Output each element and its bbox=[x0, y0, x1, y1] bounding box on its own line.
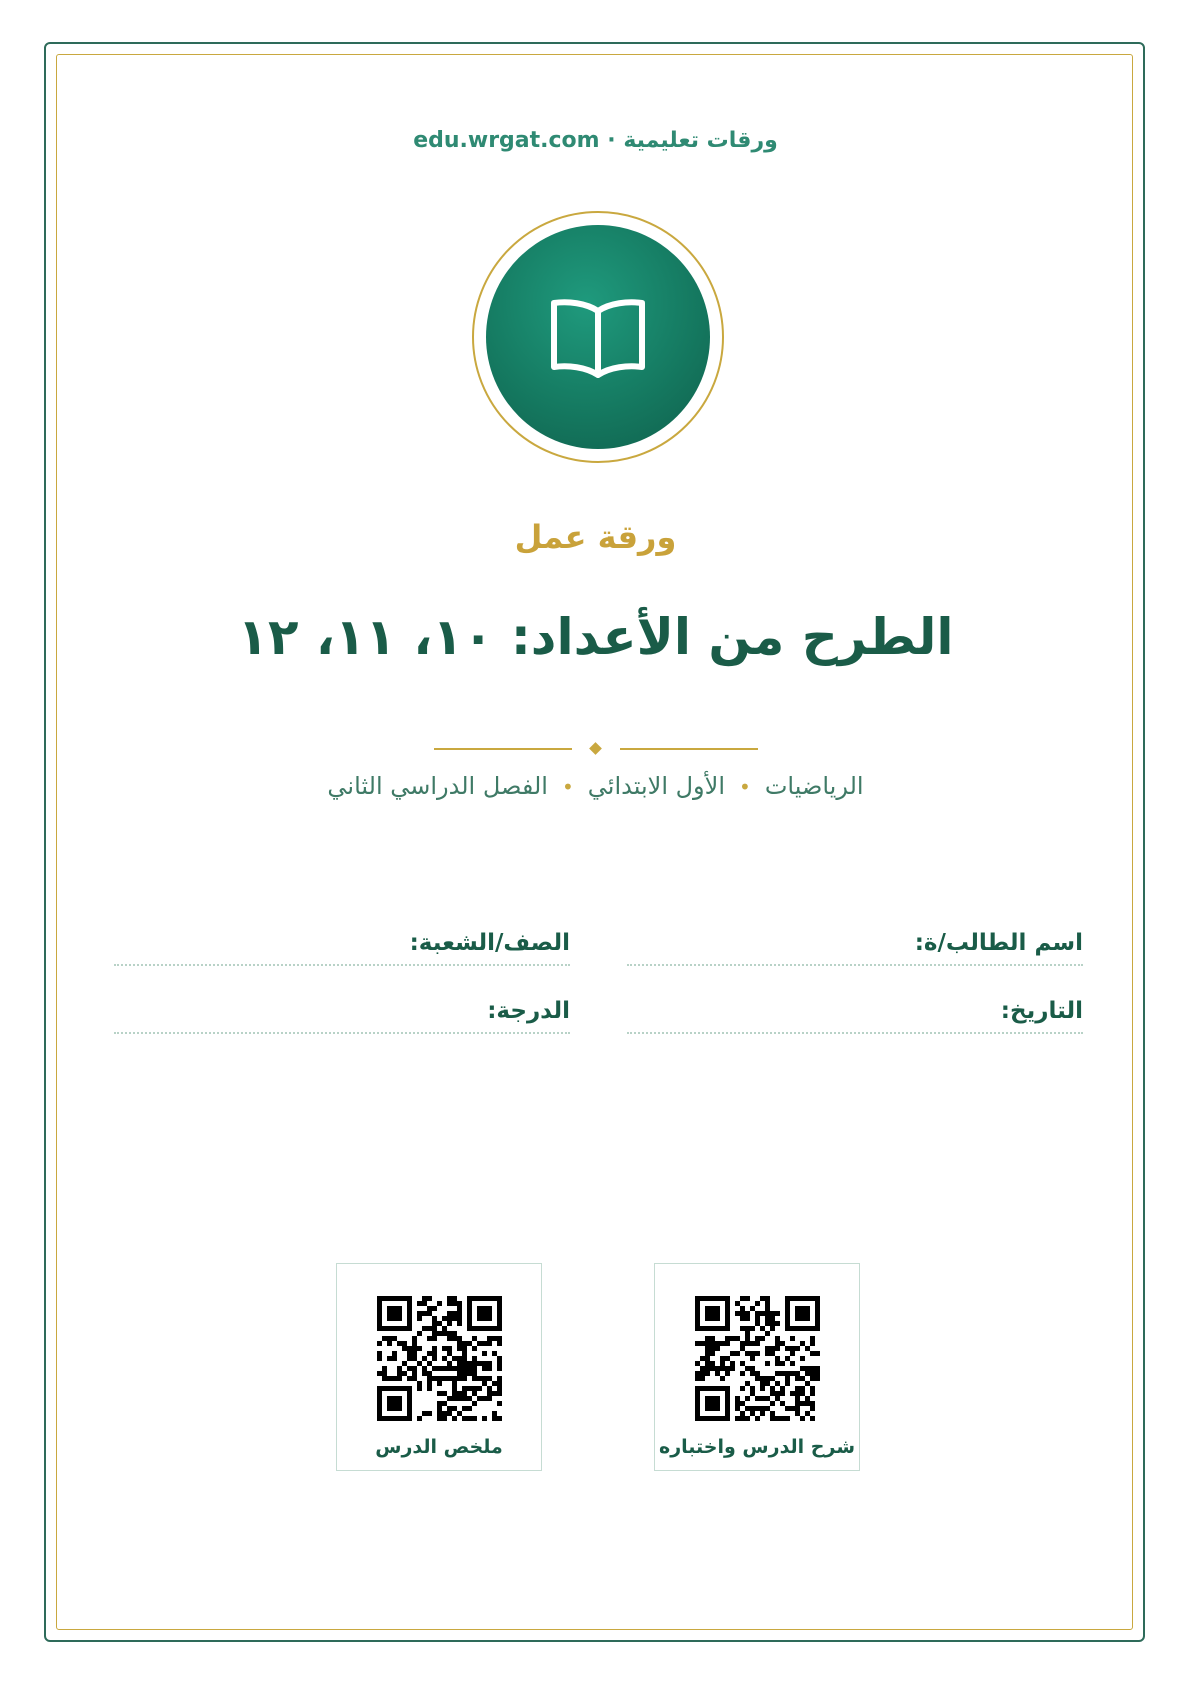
student-name-label: اسم الطالب/ة: bbox=[914, 930, 1083, 956]
meta-separator: • bbox=[739, 775, 751, 799]
qr-code-icon[interactable] bbox=[377, 1296, 503, 1422]
meta-separator: • bbox=[561, 775, 574, 799]
meta-subject: الرياضيات bbox=[764, 772, 864, 800]
date-label: التاريخ: bbox=[1000, 998, 1083, 1024]
site-header bbox=[0, 128, 1191, 153]
class-section-label: الصف/الشعبة: bbox=[409, 930, 570, 956]
title-divider bbox=[434, 740, 758, 758]
date-field[interactable] bbox=[627, 998, 1083, 1034]
site-separator: · bbox=[607, 128, 616, 153]
student-name-field[interactable] bbox=[627, 930, 1083, 966]
score-field[interactable] bbox=[114, 998, 570, 1034]
qr-card-lesson-summary[interactable] bbox=[336, 1263, 542, 1471]
qr-caption: شرح الدرس واختباره bbox=[658, 1436, 856, 1458]
course-meta bbox=[0, 772, 1191, 800]
divider-line-left bbox=[434, 748, 572, 750]
page-title: الطرح من الأعداد: ١٠، ١١، ١٢ bbox=[237, 608, 954, 666]
site-name: ورقات تعليمية bbox=[623, 128, 778, 153]
meta-term: الفصل الدراسي الثاني bbox=[327, 772, 548, 800]
class-section-field[interactable] bbox=[114, 930, 570, 966]
meta-grade: الأول الابتدائي bbox=[587, 772, 726, 800]
document-type: ورقة عمل bbox=[514, 518, 677, 556]
qr-code-icon[interactable] bbox=[695, 1296, 821, 1422]
qr-caption: ملخص الدرس bbox=[375, 1436, 503, 1458]
divider-diamond bbox=[589, 742, 602, 755]
divider-line-right bbox=[620, 748, 758, 750]
site-domain[interactable]: edu.wrgat.com bbox=[413, 128, 600, 153]
emblem-circle bbox=[486, 225, 710, 449]
score-label: الدرجة: bbox=[487, 998, 570, 1024]
qr-card-lesson-explanation[interactable] bbox=[654, 1263, 860, 1471]
open-book-icon bbox=[548, 295, 648, 379]
